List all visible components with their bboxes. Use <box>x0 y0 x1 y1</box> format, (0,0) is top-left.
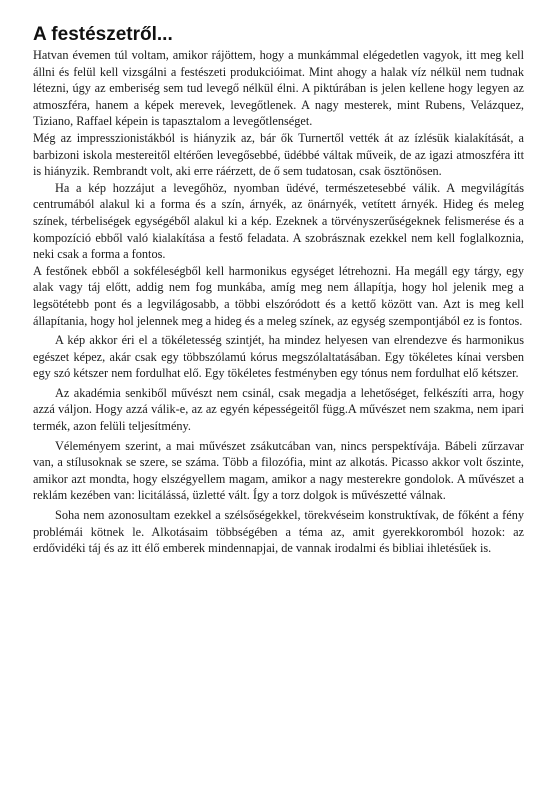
paragraph-3: Ha a kép hozzájut a levegőhöz, nyomban üdévé, természetesebbé válik. A megvilágítás centrumából alakul ki a forma és a szín, árnyék, az önárnyék, vetített árnyék. Hideg és meleg színek, térbeliségek egységéből alakul ki a kép. Ezeknek a törvényszerűségeknek felismerése és a kompozíció ebből való kialakítása a festő feladata. A szobrásznak ezekkel nem kell foglalkoznia, neki csak a forma a fontos. <box>33 180 524 262</box>
paragraph-4: A festőnek ebből a sokféleségből kell harmonikus egységet létrehozni. Ha megáll egy tárgy, egy alak vagy táj előtt, addig nem fog munkába, amíg meg nem állapítja, hogy hol jelenik meg a legsötétebb pont és a legvilágosabb, a többi elszóródott és a kettő között van. Azt is meg kell állapítania, hogy hol jelennek meg a hideg és a meleg színek, az egység szempontjából ez is fontos. <box>33 263 524 328</box>
paragraph-2: Még az impresszionistákból is hiányzik az, bár ők Turnertől vették át az ízlésük kialakítását, a barbizoni iskola mestereitől eltérően levegősebbé, üdébbé váltak műveik, de az igazi atmoszféra itt is hiányzik. Rembrandt volt, aki erre ráérzett, de ő sem tudatosan, csak ösztönösen. <box>33 130 524 179</box>
paragraph-8: Soha nem azonosultam ezekkel a szélsőségekkel, törekvéseim konstruktívak, de főként a fény problémái kötnek le. Alkotásaim többségében a téma az, amit gyerekkoromból hozok: az erdővidéki táj és az itt élő emberek mindennapjai, de vannak irodalmi és bibliai ihletésűek is. <box>33 508 524 556</box>
article-title: A festészetről... <box>33 24 173 45</box>
paragraph-5: A kép akkor éri el a tökéletesség szintjét, ha mindez helyesen van elrendezve és harmonikus egészet képez, akár csak egy többszólamú kórus megszólaltatásában. Egy tökéletes kínai versben egy szó kétszer nem fordulhat elő. Egy tökéletes festményben egy tónus nem fordulhat elő kétszer. <box>33 333 524 381</box>
paragraph-1: Hatvan évemen túl voltam, amikor rájöttem, hogy a munkámmal elégedetlen vagyok, itt meg kell állni és felül kell vizsgálni a festészeti produkcióimat. Mint ahogy a halak víz nélkül nem tudnak létezni, úgy az emberiség sem tud levegő nélkül élni. A piktúrában is jelen kellene hogy legyen az atmoszféra, hanem a képek merevek, levegőtlenek. A nagy mesterek, mint Rubens, Velázquez, Tiziano, Raffael képein is tapasztalom a levegőtlenséget. <box>33 48 524 129</box>
paragraph-6: Az akadémia senkiből művészt nem csinál, csak megadja a lehetőséget, felkészíti arra, hogy azzá váljon. Hogy azzá válik-e, az az egyén képességeitől függ.A művészet nem szakma, nem ipari termék, azon felüli teljesítmény. <box>33 385 524 434</box>
paragraph-7: Véleményem szerint, a mai művészet zsákutcában van, nincs perspektívája. Bábeli zűrzavar van, a stílusoknak se szere, se száma. Több a filozófia, mint az alkotás. Picasso akkor volt őszinte, amikor azt mondta, hogy elszégyellem magam, amikor a nagy mesterekre gondolok. A művészet a reklám kezében van: licitálássá, üzletté vált. Így a torz dolgok is művészetté válnak. <box>33 438 524 503</box>
